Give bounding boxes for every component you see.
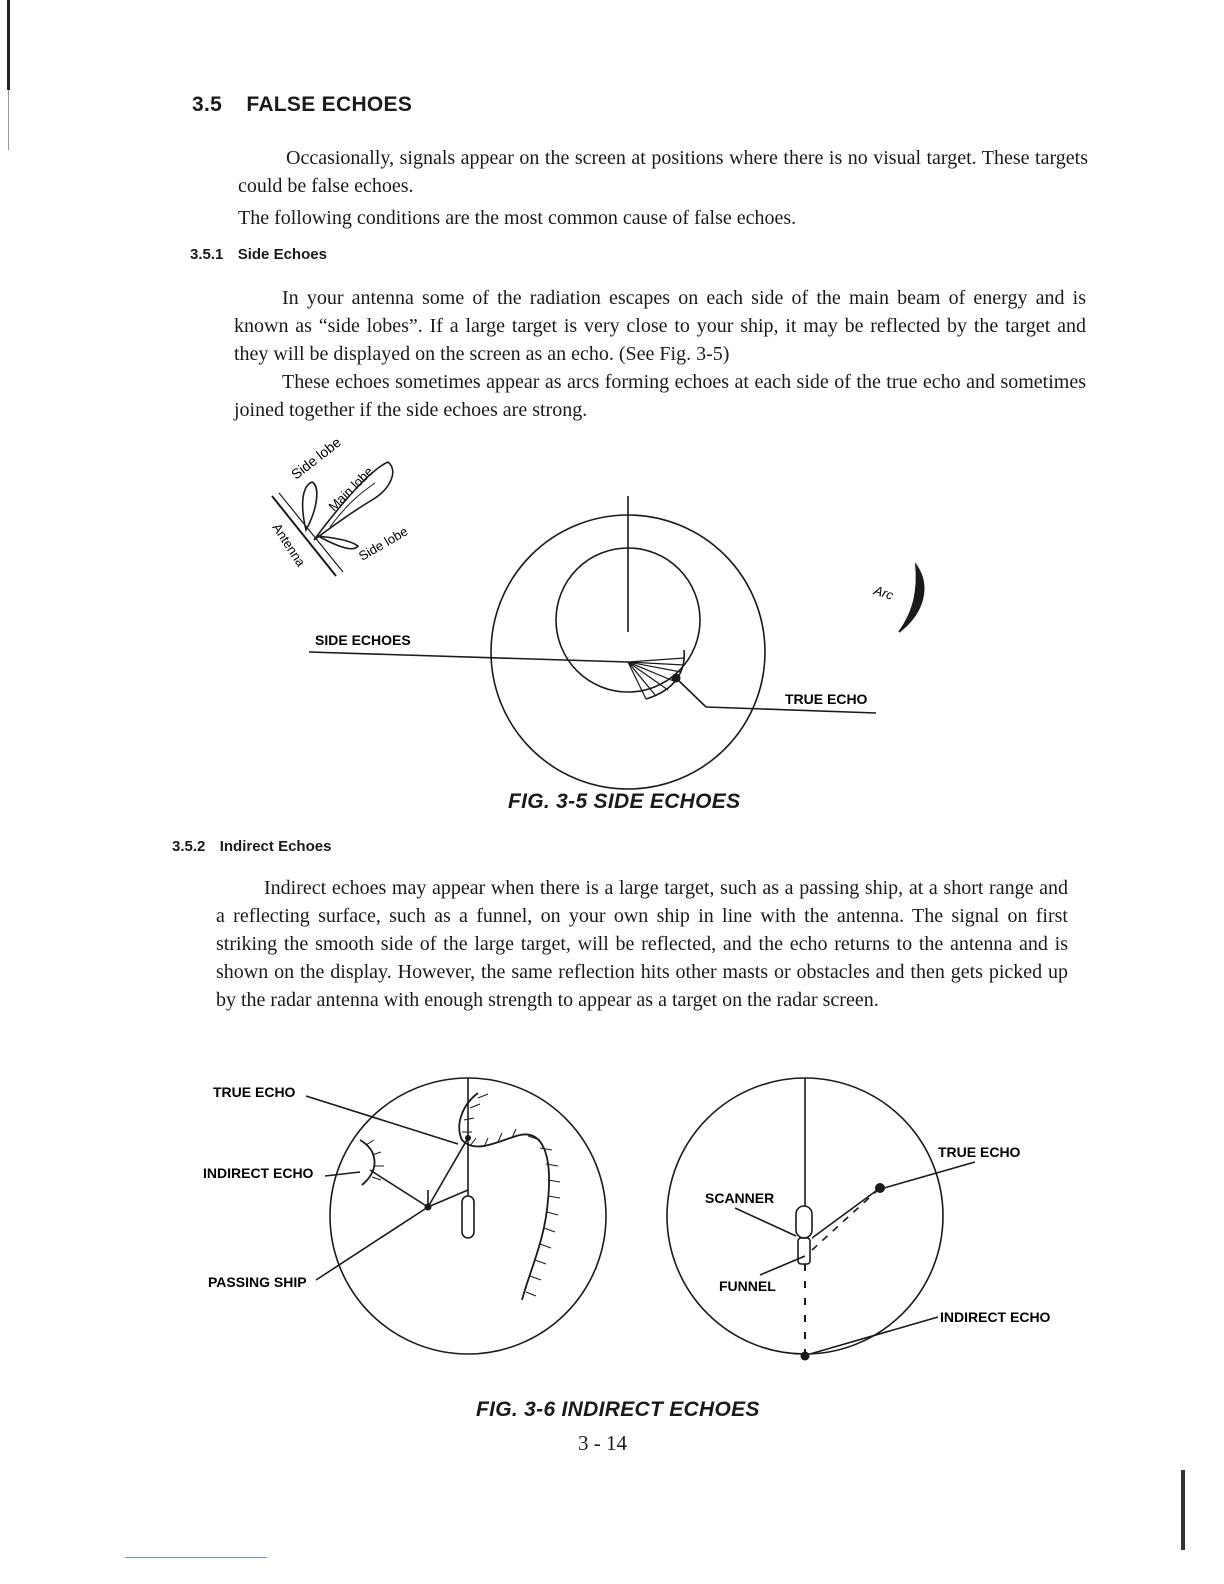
right-true-echo-dot xyxy=(875,1183,885,1193)
left-own-ship xyxy=(462,1196,474,1238)
true-echo-label: TRUE ECHO xyxy=(785,691,868,707)
side-lobe-bottom-label: Side lobe xyxy=(356,523,411,564)
left-passing-ship-label: PASSING SHIP xyxy=(208,1274,307,1290)
right-funnel xyxy=(798,1238,810,1264)
arc-label: Arc xyxy=(872,582,896,603)
intro-paragraph-2: The following conditions are the most common cause of false echoes. xyxy=(238,207,797,229)
section-title: FALSE ECHOES xyxy=(246,93,413,116)
left-true-echo-dot xyxy=(465,1135,471,1141)
intro-paragraph-1: Occasionally, signals appear on the screen at positions where there is no visual target. These targets could be false echoes. xyxy=(238,147,1088,197)
side-lobe-top-label: Side lobe xyxy=(287,433,344,483)
left-true-echo-label: TRUE ECHO xyxy=(213,1084,296,1100)
right-true-echo-label: TRUE ECHO xyxy=(938,1144,1021,1160)
main-lobe-label: Main lobe xyxy=(325,463,376,515)
right-indirect-echo-label: INDIRECT ECHO xyxy=(940,1309,1051,1325)
left-indirect-echo xyxy=(360,1140,375,1185)
subsection-number-2: 3.5.2 xyxy=(172,838,206,855)
figure-3-6-caption: FIG. 3-6 INDIRECT ECHOES xyxy=(476,1398,760,1421)
left-passing-ship-echo xyxy=(459,1093,549,1300)
right-indirect-echo-dot xyxy=(801,1352,810,1361)
side-echoes-paragraph-1: In your antenna some of the radiation escapes on each side of the main beam of energy and is known as “side lobes”. If a large target is very close to your ship, it may be reflected by the target and they will be displayed on the screen as an echo. (See Fig. 3-5) xyxy=(234,287,1086,365)
side-echoes-paragraph-2: These echoes sometimes appear as arcs forming echoes at each side of the true echo and sometimes joined together if the side echoes are strong. xyxy=(234,371,1086,421)
subsection-title-2: Indirect Echoes xyxy=(219,838,332,855)
subsection-number: 3.5.1 xyxy=(190,246,224,263)
section-number: 3.5 xyxy=(192,93,223,116)
indirect-echoes-paragraph: Indirect echoes may appear when there is a large target, such as a passing ship, at a short range and a reflecting surface, such as a funnel, on your own ship in line with the antenna. The signal on first striking the smooth side of the large target, will be reflected, and the echo returns to the antenna and is shown on the display. However, the same reflection hits other masts or obstacles and then gets picked up by the radar antenna with enough strength to appear as a target on the radar screen. xyxy=(216,877,1068,1011)
subsection-title: Side Echoes xyxy=(237,246,327,263)
left-indirect-echo-label: INDIRECT ECHO xyxy=(203,1165,314,1181)
right-funnel-label: FUNNEL xyxy=(719,1278,776,1294)
side-echoes-label: SIDE ECHOES xyxy=(315,632,411,648)
left-ship-dot xyxy=(425,1204,432,1211)
right-scanner xyxy=(796,1206,812,1238)
right-scanner-label: SCANNER xyxy=(705,1190,775,1206)
figure-3-5-caption: FIG. 3-5 SIDE ECHOES xyxy=(508,790,741,813)
page-number: 3 - 14 xyxy=(578,1431,627,1455)
antenna-label: Antenna xyxy=(269,520,309,570)
